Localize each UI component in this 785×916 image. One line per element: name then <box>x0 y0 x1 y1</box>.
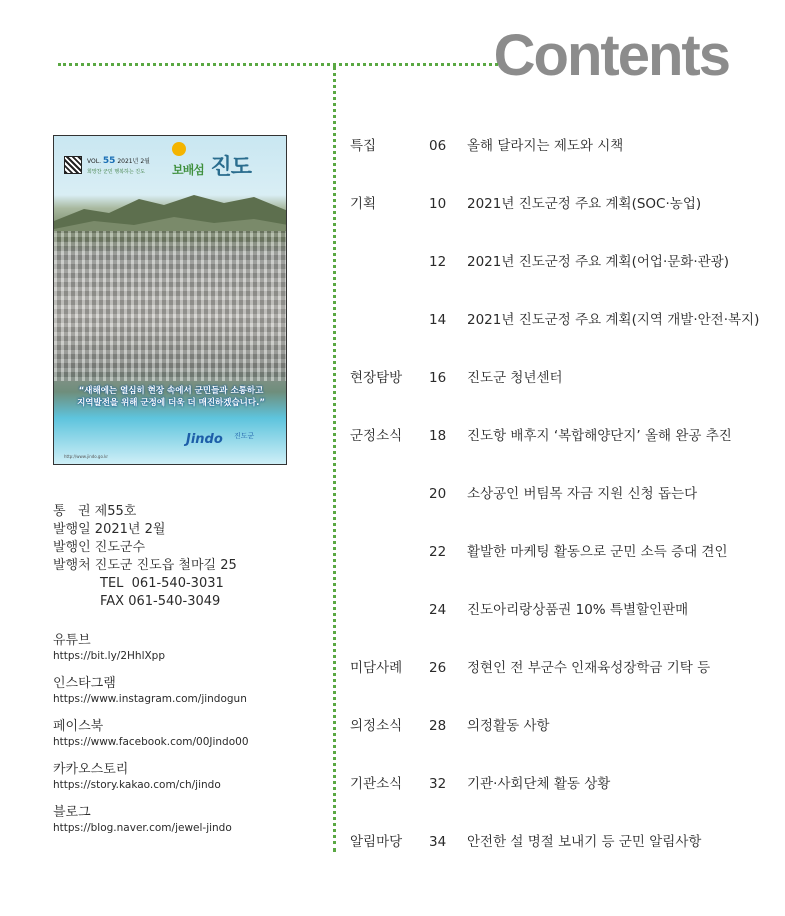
contents-category: 의정소식 <box>350 718 403 734</box>
date-line: 발행일 2021년 2월 <box>53 522 166 537</box>
contents-page: 28 <box>429 718 447 734</box>
contents-title: 2021년 진도군정 주요 계획(SOC·농업) <box>467 196 702 212</box>
tel-line: TEL 061-540-3031 <box>100 576 224 591</box>
horizontal-dotted-rule <box>58 63 498 66</box>
qr-code-icon <box>64 156 82 174</box>
contents-category: 특집 <box>350 138 377 154</box>
contents-category: 미담사례 <box>350 660 403 676</box>
cover-subtitle: 희망찬 군민 행복하는 진도 <box>87 169 145 175</box>
magazine-cover <box>53 135 287 465</box>
contents-title: 기관·사회단체 활동 상황 <box>467 776 611 792</box>
jindo-logo-korean: 진도군 <box>234 432 255 440</box>
contents-page: 14 <box>429 312 447 328</box>
city-aerial-photo <box>54 231 287 381</box>
contents-page: 20 <box>429 486 447 502</box>
contents-page: 18 <box>429 428 447 444</box>
contents-page: 32 <box>429 776 447 792</box>
contents-category: 기획 <box>350 196 377 212</box>
youtube-link[interactable]: https://bit.ly/2HhlXpp <box>53 650 166 662</box>
instagram-link[interactable]: https://www.instagram.com/jindogun <box>53 693 247 705</box>
contents-title: 진도아리랑상품권 10% 특별할인판매 <box>467 602 689 618</box>
contents-title: 진도군 청년센터 <box>467 370 563 386</box>
jindo-logo: Jindo <box>186 432 223 447</box>
contents-category: 기관소식 <box>350 776 403 792</box>
social-item-instagram: 인스타그램 https://www.instagram.com/jindogun <box>53 676 247 705</box>
social-item-blog: 블로그 https://blog.naver.com/jewel-jindo <box>53 804 249 835</box>
address-line: 발행처 진도군 진도읍 철마길 25 <box>53 558 237 573</box>
contents-page: 12 <box>429 254 447 270</box>
social-links <box>53 632 249 847</box>
contents-category: 군정소식 <box>350 428 403 444</box>
contents-page: 22 <box>429 544 447 560</box>
volume-line: 통 권 제55호 <box>53 504 137 519</box>
cover-volume: VOL. 55 2021년 2월 <box>87 156 150 166</box>
contents-title: 올해 달라지는 제도와 시책 <box>467 138 624 154</box>
kakaostory-link[interactable]: https://story.kakao.com/ch/jindo <box>53 779 221 791</box>
contents-page: 24 <box>429 602 447 618</box>
contents-title: 활발한 마케팅 활동으로 군민 소득 증대 견인 <box>467 544 728 560</box>
vertical-dotted-rule <box>333 66 336 852</box>
social-item-facebook: 페이스북 https://www.facebook.com/00Jindo00 <box>53 719 249 748</box>
blog-link[interactable]: https://blog.naver.com/jewel-jindo <box>53 822 232 834</box>
publisher-line: 발행인 진도군수 <box>53 540 146 555</box>
social-item-youtube: 유튜브 https://bit.ly/2HhlXpp <box>53 632 249 663</box>
contents-title: 안전한 설 명절 보내기 등 군민 알림사항 <box>467 834 702 850</box>
contents-title: 소상공인 버팀목 자금 지원 신청 돕는다 <box>467 486 698 502</box>
social-item-kakaostory: 카카오스토리 https://story.kakao.com/ch/jindo <box>53 761 249 792</box>
contents-page: 16 <box>429 370 447 386</box>
facebook-link[interactable]: https://www.facebook.com/00Jindo00 <box>53 736 249 748</box>
contents-page: 26 <box>429 660 447 676</box>
cover-url: http://www.jindo.go.kr <box>64 454 109 459</box>
contents-title: 2021년 진도군정 주요 계획(어업·문화·관광) <box>467 254 729 270</box>
cover-brand: 보배섬 진도 <box>172 155 251 180</box>
fax-line: FAX 061-540-3049 <box>100 594 221 609</box>
contents-title: 정현인 전 부군수 인재육성장학금 기탁 등 <box>467 660 711 676</box>
contents-page: 34 <box>429 834 447 850</box>
cover-slogan: “새해에는 열심히 현장 속에서 군민들과 소통하고 지역발전을 위해 군정에 더욱 더 매진하겠습니다.” <box>77 386 265 408</box>
contents-category: 현장탐방 <box>350 370 403 386</box>
contents-page: 06 <box>429 138 447 154</box>
contents-category: 알림마당 <box>350 834 403 850</box>
publication-info <box>53 503 237 611</box>
contents-title: 의정활동 사항 <box>467 718 550 734</box>
page-title: Contents <box>493 23 729 88</box>
contents-title: 2021년 진도군정 주요 계획(지역 개발·안전·복지) <box>467 312 760 328</box>
contents-title: 진도항 배후지 ‘복합해양단지’ 올해 완공 추진 <box>467 428 732 444</box>
contents-page: 10 <box>429 196 447 212</box>
